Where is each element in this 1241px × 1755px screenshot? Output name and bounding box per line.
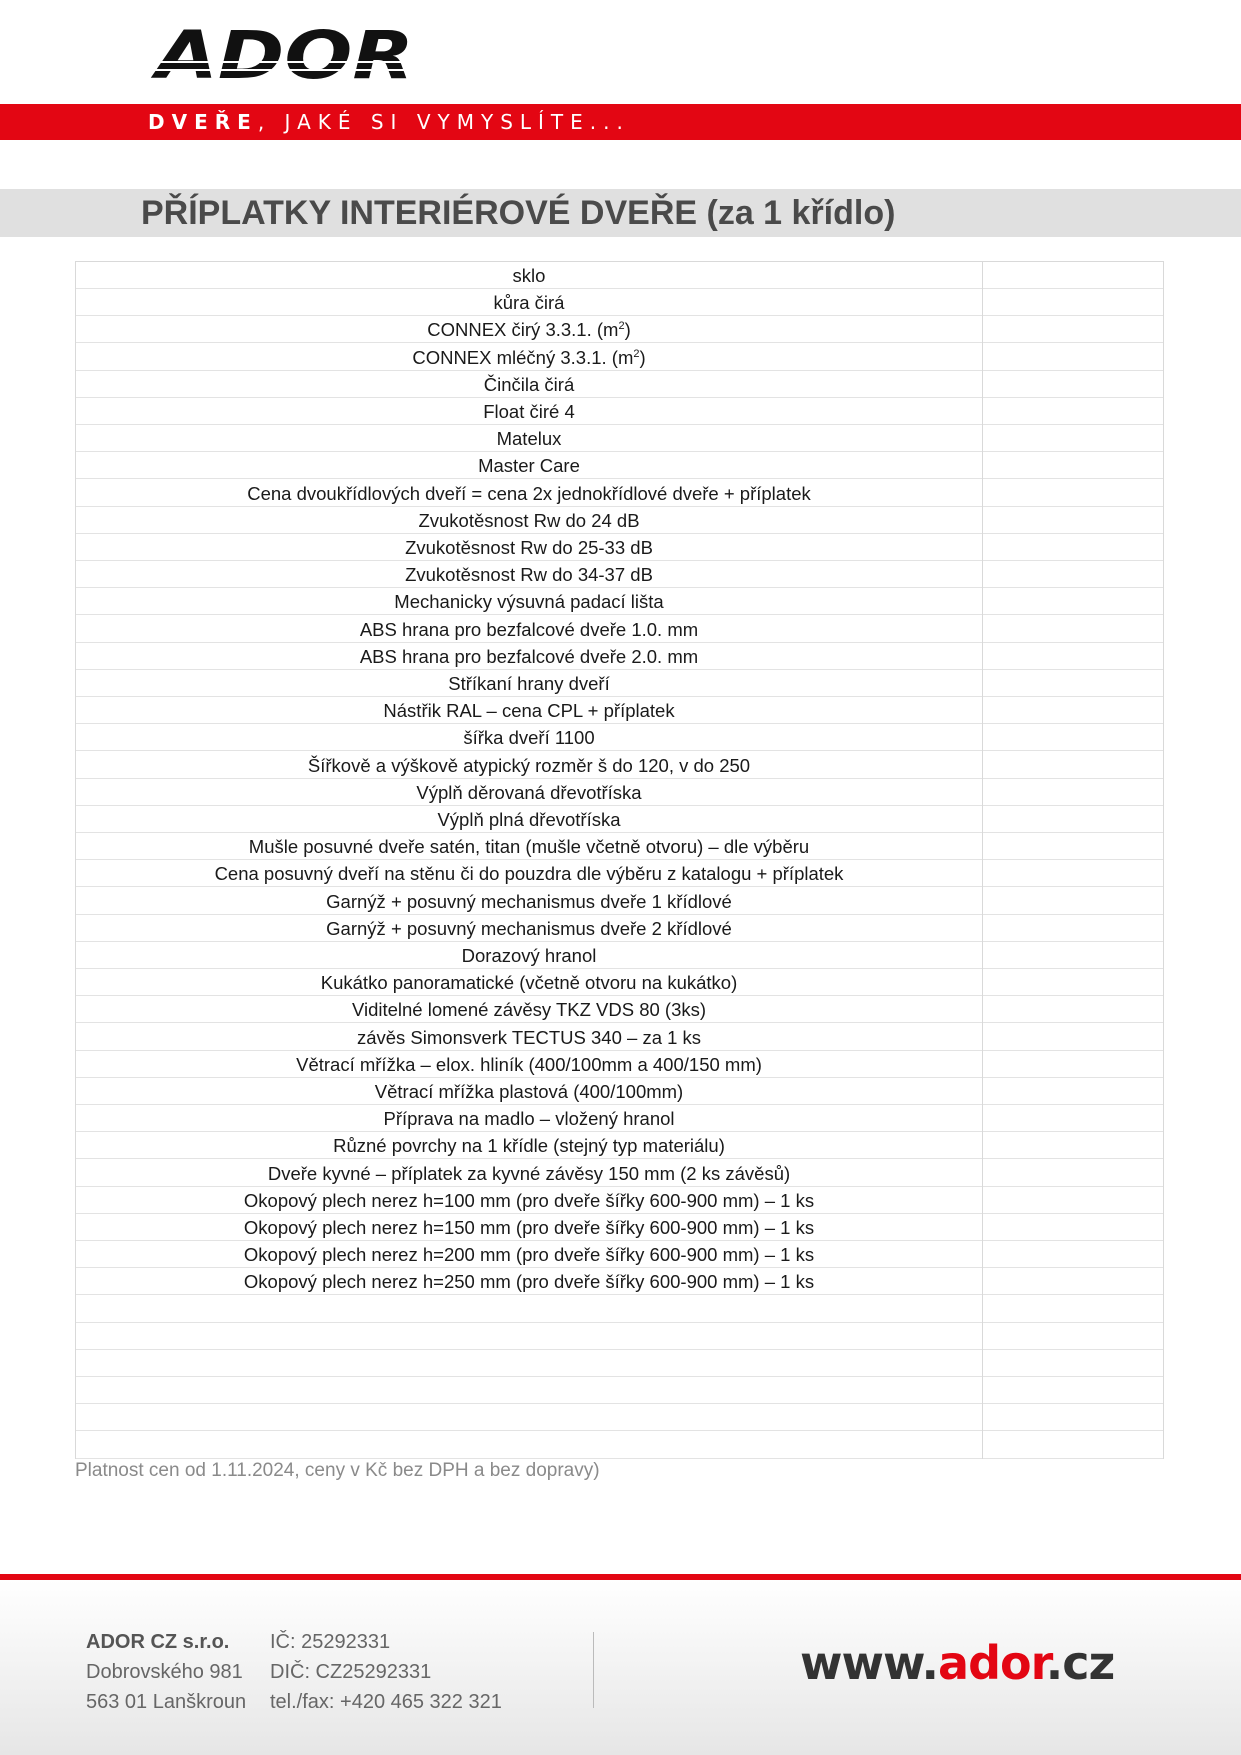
validity-note: Platnost cen od 1.11.2024, ceny v Kč bez DPH a bez dopravy) bbox=[75, 1460, 600, 1481]
table-row-price-cell bbox=[983, 1105, 1163, 1132]
table-row-price-cell bbox=[983, 643, 1163, 670]
table-row-item: Matelux bbox=[76, 425, 982, 452]
table-row-item bbox=[76, 1432, 982, 1459]
table-row-item: Příprava na madlo – vložený hranol bbox=[76, 1105, 982, 1132]
table-row-price-cell bbox=[983, 1241, 1163, 1268]
table-row-price-cell bbox=[983, 1404, 1163, 1431]
table-row-price-cell bbox=[983, 915, 1163, 942]
table-row-price-cell bbox=[983, 1323, 1163, 1350]
table-row-price-cell bbox=[983, 561, 1163, 588]
footer-divider bbox=[593, 1632, 594, 1708]
slogan bbox=[148, 108, 630, 136]
table-row-price-cell bbox=[983, 452, 1163, 479]
table-row-item: Viditelné lomené závěsy TKZ VDS 80 (3ks) bbox=[76, 996, 982, 1023]
table-row-item: Float čiré 4 bbox=[76, 398, 982, 425]
table-row-item: Větrací mřížka – elox. hliník (400/100mm a 400/150 mm) bbox=[76, 1051, 982, 1078]
table-row-item: Zvukotěsnost Rw do 24 dB bbox=[76, 507, 982, 534]
table-row-price-cell bbox=[983, 616, 1163, 643]
table-row-price-cell bbox=[983, 697, 1163, 724]
table-row-price-cell bbox=[983, 371, 1163, 398]
table-row-price-cell bbox=[983, 779, 1163, 806]
table-row-price-cell bbox=[983, 833, 1163, 860]
table-row-price-cell bbox=[983, 1187, 1163, 1214]
web-brand: ador bbox=[938, 1636, 1046, 1690]
table-row-price-cell bbox=[983, 425, 1163, 452]
table-row-price-cell bbox=[983, 996, 1163, 1023]
company-ico: IČ: 25292331 bbox=[270, 1631, 391, 1653]
table-row-item: ABS hrana pro bezfalcové dveře 1.0. mm bbox=[76, 616, 982, 643]
table-row-item: Nástřik RAL – cena CPL + příplatek bbox=[76, 697, 982, 724]
table-row-item: CONNEX mléčný 3.3.1. $(m^2)$ bbox=[76, 344, 982, 371]
ador-logo bbox=[148, 22, 418, 88]
footer-address bbox=[86, 1627, 246, 1717]
table-row-price-cell bbox=[983, 316, 1163, 343]
table-row-price-cell bbox=[983, 262, 1163, 289]
table-row-item: Šířkově a výškově atypický rozměr š do 120, v do 250 bbox=[76, 752, 982, 779]
website-link[interactable] bbox=[800, 1636, 1114, 1690]
table-row-item: Garnýž + posuvný mechanismus dveře 2 křídlové bbox=[76, 915, 982, 942]
table-row-price-cell bbox=[983, 670, 1163, 697]
table-row-price-cell bbox=[983, 1132, 1163, 1159]
table-row-item: sklo bbox=[76, 262, 982, 289]
table-row-price-cell bbox=[983, 1078, 1163, 1105]
table-row-item: Kukátko panoramatické (včetně otvoru na kukátko) bbox=[76, 969, 982, 996]
table-row-price-cell bbox=[983, 806, 1163, 833]
table-row-item: kůra čirá bbox=[76, 289, 982, 316]
web-suffix: .cz bbox=[1045, 1636, 1115, 1690]
table-row-item: Okopový plech nerez h=150 mm (pro dveře šířky 600-900 mm) – 1 ks bbox=[76, 1214, 982, 1241]
table-row-item: šířka dveří 1100 bbox=[76, 724, 982, 751]
table-row-item: Okopový plech nerez h=100 mm (pro dveře šířky 600-900 mm) – 1 ks bbox=[76, 1187, 982, 1214]
table-row-price-cell bbox=[983, 507, 1163, 534]
table-row-price-cell bbox=[983, 724, 1163, 751]
table-row-price-cell bbox=[983, 480, 1163, 507]
slogan-bold: DVEŘE bbox=[148, 110, 258, 134]
company-dic: DIČ: CZ25292331 bbox=[270, 1661, 432, 1683]
table-row-item bbox=[76, 1296, 982, 1323]
table-row-price-cell bbox=[983, 289, 1163, 316]
company-city: 563 01 Lanškroun bbox=[86, 1691, 247, 1713]
page-title: PŘÍPLATKY INTERIÉROVÉ DVEŘE (za 1 křídlo) bbox=[141, 194, 896, 232]
table-row-item: Zvukotěsnost Rw do 34-37 dB bbox=[76, 561, 982, 588]
table-row-price-cell bbox=[983, 1432, 1163, 1459]
table-row-item: Stříkaní hrany dveří bbox=[76, 670, 982, 697]
web-prefix: www. bbox=[800, 1636, 939, 1690]
table-row-price-cell bbox=[983, 969, 1163, 996]
table-row-item bbox=[76, 1377, 982, 1404]
table-row-item: Různé povrchy na 1 křídle (stejný typ materiálu) bbox=[76, 1132, 982, 1159]
table-row-price-cell bbox=[983, 398, 1163, 425]
table-row-item: závěs Simonsverk TECTUS 340 – za 1 ks bbox=[76, 1024, 982, 1051]
logo-text: ADOR bbox=[149, 22, 415, 88]
table-row-price-cell bbox=[983, 1296, 1163, 1323]
table-row-price-cell bbox=[983, 1051, 1163, 1078]
table-row-item: Dorazový hranol bbox=[76, 942, 982, 969]
table-row-item: Master Care bbox=[76, 452, 982, 479]
table-row-item: CONNEX čirý 3.3.1. $(m^2)$ bbox=[76, 316, 982, 343]
table-row-item: Garnýž + posuvný mechanismus dveře 1 křídlové bbox=[76, 888, 982, 915]
table-row-price-cell bbox=[983, 1268, 1163, 1295]
table-row-item: Okopový plech nerez h=200 mm (pro dveře šířky 600-900 mm) – 1 ks bbox=[76, 1241, 982, 1268]
company-tel: tel./fax: +420 465 322 321 bbox=[270, 1691, 502, 1713]
table-row-item: Výplň plná dřevotříska bbox=[76, 806, 982, 833]
table-row-item: Mechanicky výsuvná padací lišta bbox=[76, 588, 982, 615]
table-row-item: ABS hrana pro bezfalcové dveře 2.0. mm bbox=[76, 643, 982, 670]
footer-ids bbox=[270, 1627, 502, 1717]
table-row-item: Mušle posuvné dveře satén, titan (mušle včetně otvoru) – dle výběru bbox=[76, 833, 982, 860]
table-row-price-cell bbox=[983, 344, 1163, 371]
table-row-price-cell bbox=[983, 1160, 1163, 1187]
table-row-item bbox=[76, 1404, 982, 1431]
table-row-item bbox=[76, 1323, 982, 1350]
surcharge-table bbox=[75, 261, 1164, 1459]
table-row-price-cell bbox=[983, 752, 1163, 779]
company-name: ADOR CZ s.r.o. bbox=[86, 1631, 230, 1653]
table-row-price-cell bbox=[983, 588, 1163, 615]
table-row-item: Cena posuvný dveří na stěnu či do pouzdra dle výběru z katalogu + příplatek bbox=[76, 860, 982, 887]
table-row-item: Zvukotěsnost Rw do 25-33 dB bbox=[76, 534, 982, 561]
table-row-item: Cena dvoukřídlových dveří = cena 2x jednokřídlové dveře + příplatek bbox=[76, 480, 982, 507]
table-row-item: Dveře kyvné – příplatek za kyvné závěsy 150 mm (2 ks závěsů) bbox=[76, 1160, 982, 1187]
slogan-rest: , JAKÉ SI VYMYSLÍTE... bbox=[257, 110, 630, 134]
table-row-price-cell bbox=[983, 1024, 1163, 1051]
table-row-item bbox=[76, 1350, 982, 1377]
table-row-item: Výplň děrovaná dřevotříska bbox=[76, 779, 982, 806]
table-row-item: Činčila čirá bbox=[76, 371, 982, 398]
table-row-item: Větrací mřížka plastová (400/100mm) bbox=[76, 1078, 982, 1105]
table-row-price-cell bbox=[983, 1214, 1163, 1241]
table-row-item: Okopový plech nerez h=250 mm (pro dveře šířky 600-900 mm) – 1 ks bbox=[76, 1268, 982, 1295]
table-row-price-cell bbox=[983, 942, 1163, 969]
company-street: Dobrovského 981 bbox=[86, 1661, 243, 1683]
table-row-price-cell bbox=[983, 860, 1163, 887]
table-row-price-cell bbox=[983, 888, 1163, 915]
table-row-price-cell bbox=[983, 1377, 1163, 1404]
table-row-price-cell bbox=[983, 1350, 1163, 1377]
table-row-price-cell bbox=[983, 534, 1163, 561]
